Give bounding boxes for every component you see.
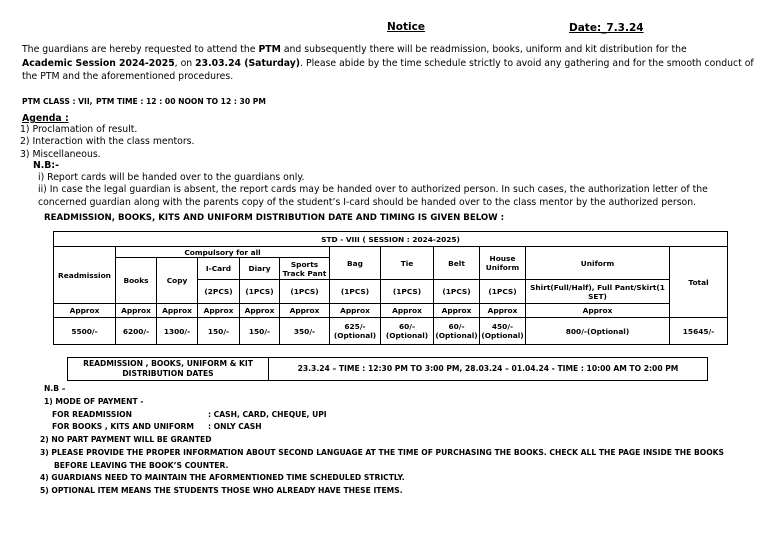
nb2-item: 2) NO PART PAYMENT WILL BE GRANTED <box>40 435 212 444</box>
notice-title: Notice <box>387 21 425 33</box>
col-tie: Tie <box>381 247 434 280</box>
fee-table <box>53 231 728 345</box>
payment-readmission <box>44 409 327 422</box>
table-title: STD - VIII ( SESSION : 2024-2025) <box>54 232 728 247</box>
nb2-heading: N.B – <box>44 384 66 393</box>
approx-cell: Approx <box>116 304 157 318</box>
ptm-time: PTM TIME : 12 : 00 NOON TO 12 : 30 PM <box>96 97 266 106</box>
intro-ptm: PTM <box>258 44 281 55</box>
nb2-section <box>44 383 327 434</box>
col-icard: I-Card <box>198 258 240 280</box>
col-diary: Diary <box>240 258 280 280</box>
nb-list <box>38 172 708 209</box>
nb-item: ii) In case the legal guardian is absent, the report cards may be handed over to authorized person. In such cases, the authorization letter of the <box>38 184 708 196</box>
ptm-class: PTM CLASS : VII, <box>22 97 93 106</box>
value-copy: 1300/- <box>157 318 198 345</box>
value-uniform: 800/-(Optional) <box>526 318 670 345</box>
value-readmission: 5500/- <box>54 318 116 345</box>
intro-paragraph <box>22 43 754 84</box>
qty-belt: (1PCS) <box>434 280 480 304</box>
col-total: Total <box>670 247 728 318</box>
approx-cell: Approx <box>526 304 670 318</box>
approx-cell: Approx <box>54 304 116 318</box>
col-readmission: Readmission <box>54 247 116 304</box>
intro-text: . Please abide by the time schedule strictly to avoid any gathering and for the smooth conduct of <box>300 57 754 69</box>
nb2-list <box>40 434 724 498</box>
value-books: 6200/- <box>116 318 157 345</box>
payment-books-label: FOR BOOKS , KITS AND UNIFORM <box>52 422 194 432</box>
nb-item: concerned guardian along with the parents copy of the student’s I-card should be handed over to the class mentor by the authorized person. <box>38 196 697 208</box>
agenda-heading: Agenda : <box>22 113 69 124</box>
agenda-item: 2) Interaction with the class mentors. <box>20 136 195 148</box>
compulsory-header: Compulsory for all <box>116 247 330 258</box>
nb-heading: N.B:- <box>33 160 59 171</box>
payment-books <box>44 421 327 434</box>
qty-icard: (2PCS) <box>198 280 240 304</box>
col-house: House Uniform <box>480 247 526 280</box>
qty-uniform: Shirt(Full/Half), Full Pant/Skirt(1 SET) <box>526 280 670 304</box>
approx-cell: Approx <box>240 304 280 318</box>
intro-text: and subsequently there will be readmission, books, uniform and kit distribution for the <box>280 44 687 55</box>
col-sports: Sports Track Pant <box>280 258 330 280</box>
qty-sports: (1PCS) <box>280 280 330 304</box>
nb2-item: 3) PLEASE PROVIDE THE PROPER INFORMATION ABOUT SECOND LANGUAGE AT THE TIME OF PURCHASING THE BOOKS. CHECK ALL THE PAGE INSIDE THE BOOKS <box>40 447 725 457</box>
dates-label: READMISSION , BOOKS, UNIFORM & KIT DISTRIBUTION DATES <box>68 358 269 381</box>
intro-text: the PTM and the aforementioned procedures. <box>22 71 234 82</box>
value-icard: 150/- <box>198 318 240 345</box>
approx-cell: Approx <box>330 304 381 318</box>
intro-text: , on <box>174 57 196 69</box>
agenda-item: 3) Miscellaneous. <box>20 148 101 160</box>
dates-table <box>67 357 708 381</box>
approx-cell: Approx <box>434 304 480 318</box>
nb2-item: 4) GUARDIANS NEED TO MAINTAIN THE AFORMENTIONED TIME SCHEDULED STRICTLY. <box>40 473 405 483</box>
nb-item: i) Report cards will be handed over to the guardians only. <box>38 172 305 183</box>
payment-readmission-value: : CASH, CARD, CHEQUE, UPI <box>208 409 327 419</box>
qty-diary: (1PCS) <box>240 280 280 304</box>
col-bag: Bag <box>330 247 381 280</box>
col-books: Books <box>116 258 157 304</box>
dates-value: 23.3.24 – TIME : 12:30 PM TO 3:00 PM, 28.03.24 – 01.04.24 - TIME : 10:00 AM TO 2:00 PM <box>269 358 708 381</box>
approx-cell: Approx <box>381 304 434 318</box>
nb2-item: 5) OPTIONAL ITEM MEANS THE STUDENTS THOSE WHO ALREADY HAVE THESE ITEMS. <box>40 486 403 496</box>
qty-tie: (1PCS) <box>381 280 434 304</box>
payment-books-value: : ONLY CASH <box>208 422 262 432</box>
value-total: 15645/- <box>670 318 728 345</box>
col-copy: Copy <box>157 258 198 304</box>
agenda-list <box>20 124 194 161</box>
value-diary: 150/- <box>240 318 280 345</box>
col-uniform: Uniform <box>526 247 670 280</box>
approx-cell: Approx <box>198 304 240 318</box>
intro-text: The guardians are hereby requested to attend the <box>22 44 259 55</box>
qty-bag: (1PCS) <box>330 280 381 304</box>
intro-session: Academic Session 2024-2025 <box>22 57 175 69</box>
col-belt: Belt <box>434 247 480 280</box>
approx-cell: Approx <box>480 304 526 318</box>
payment-heading: 1) MODE OF PAYMENT - <box>44 396 144 406</box>
value-house: 450/- (Optional) <box>480 318 526 345</box>
nb2-item: BEFORE LEAVING THE BOOK’S COUNTER. <box>54 460 229 470</box>
payment-readmission-label: FOR READMISSION <box>52 409 132 419</box>
table-heading: READMISSION, BOOKS, KITS AND UNIFORM DISTRIBUTION DATE AND TIMING IS GIVEN BELOW : <box>44 213 505 223</box>
approx-cell: Approx <box>280 304 330 318</box>
notice-date: Date:_7.3.24 <box>569 22 644 34</box>
approx-cell: Approx <box>157 304 198 318</box>
intro-date: 23.03.24 (Saturday) <box>195 57 301 69</box>
value-tie: 60/- (Optional) <box>381 318 434 345</box>
agenda-item: 1) Proclamation of result. <box>20 124 138 135</box>
value-bag: 625/- (Optional) <box>330 318 381 345</box>
qty-house: (1PCS) <box>480 280 526 304</box>
value-belt: 60/- (Optional) <box>434 318 480 345</box>
value-sports: 350/- <box>280 318 330 345</box>
